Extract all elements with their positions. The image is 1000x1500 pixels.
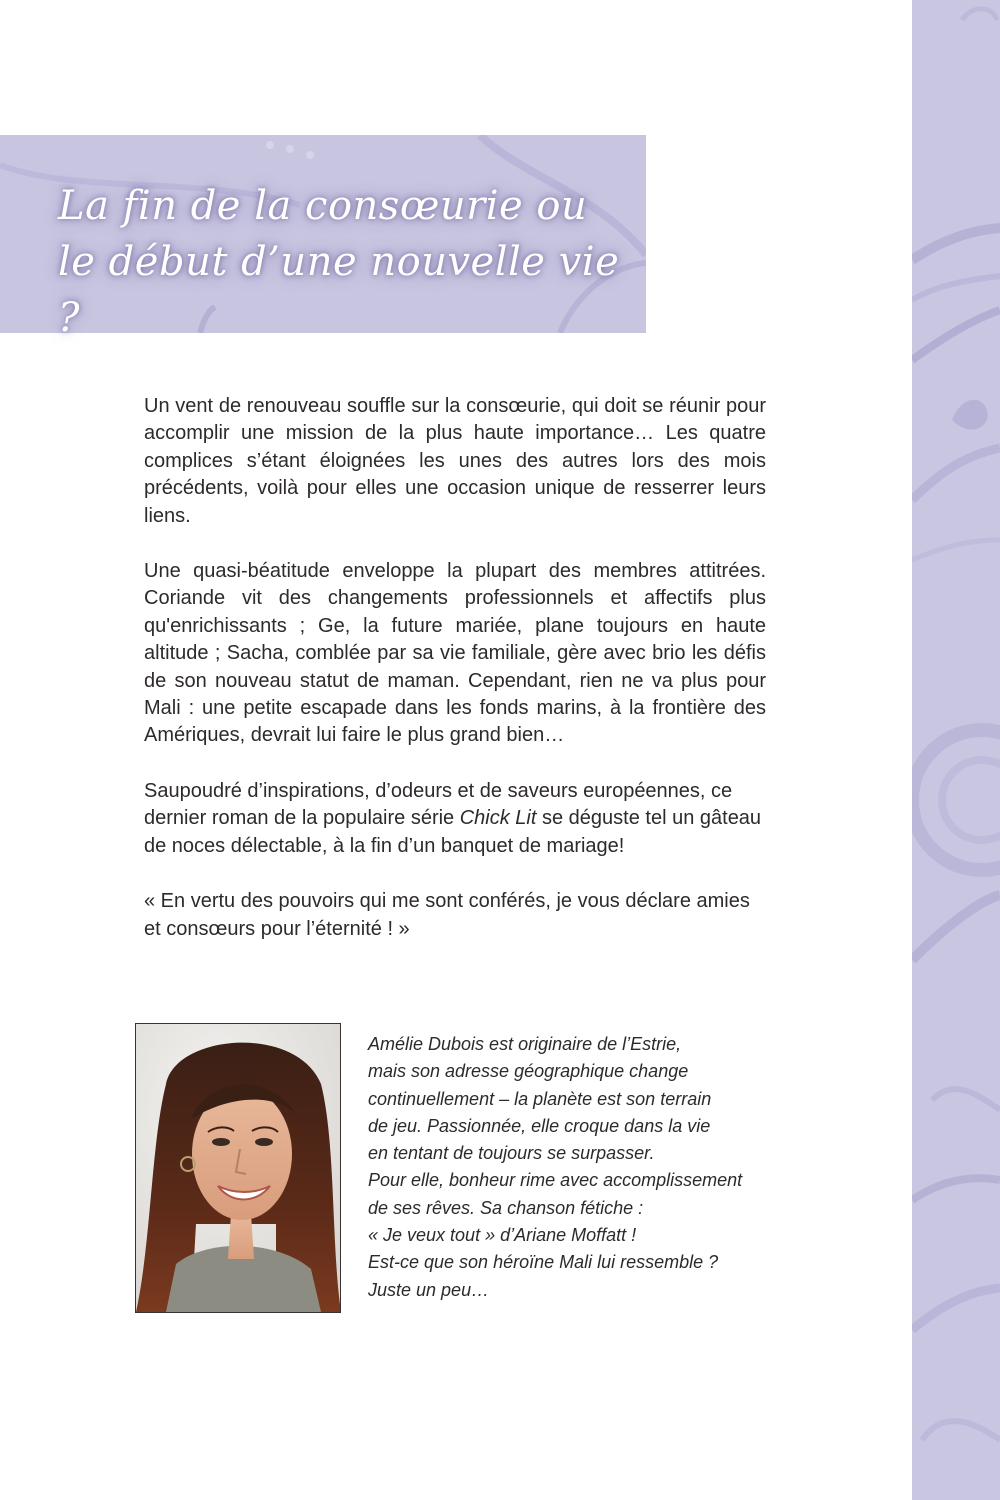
bio-line: Est-ce que son héroïne Mali lui ressemble ? [368,1252,719,1273]
bio-line: mais son adresse géographique change [368,1061,689,1082]
paragraph-text: « En vertu des pouvoirs qui me sont conférés, je vous déclare amies et consœurs pour l’éternité ! » [144,890,750,940]
paragraph-text: Un vent de renouveau souffle sur la consœurie, qui doit se réunir pour accomplir une mission de la plus haute importance… Les quatre complices s’étant éloignées les unes des autres lors des mois précédents, voilà pour elles une occasion unique de resserrer leurs liens. [144,395,766,527]
bio-line: de ses rêves. Sa chanson fétiche : [368,1197,644,1218]
bio-line: en tentant de toujours se surpasser. [368,1143,655,1164]
floral-ornament [912,0,1000,1500]
bio-line: Pour elle, bonheur rime avec accomplissement [368,1170,743,1191]
title-line-2: le début d’une nouvelle vie ? [58,239,620,341]
blurb-text [144,393,766,943]
portrait-image [136,1024,340,1312]
paragraph-text: Une quasi-béatitude enveloppe la plupart des membres attitrées. Coriande vit des changements professionnels et affectifs plus qu'enrichissants ; Ge, la future mariée, plane toujours en haute altitude ; Sacha, comblée par sa vie familiale, gère avec brio les défis de son nouveau statut de maman. Cependant, rien ne va plus pour Mali : une petite escapade dans les fonds marins, à la frontière des Amériques, devrait lui faire le plus grand bien… [144,560,766,747]
blurb-paragraph-4 [144,888,766,943]
author-bio [368,1031,788,1304]
bio-line: Juste un peu… [368,1279,490,1300]
author-photo [135,1023,341,1313]
paragraph-text: Saupoudré d’inspirations, d’odeurs et de saveurs européennes, ce dernier roman de la populaire série [144,779,733,830]
series-title: Chick Lit [459,807,537,830]
bio-line: « Je veux tout » d’Ariane Moffatt ! [368,1225,637,1246]
page-title [58,178,638,346]
blurb-paragraph-1 [144,393,766,530]
bio-line: Amélie Dubois est originaire de l’Estrie, [368,1034,682,1054]
bio-line: continuellement – la planète est son terrain [368,1088,712,1109]
blurb-paragraph-3 [144,778,766,860]
bio-line: de jeu. Passionnée, elle croque dans la vie [368,1115,711,1136]
side-decorative-strip [912,0,1000,1500]
blurb-paragraph-2 [144,558,766,750]
paragraph-text: se déguste tel un gâteau de noces délectable, à la fin d’un banquet de mariage! [144,807,762,857]
title-line-1: La fin de la consœurie ou [58,183,588,229]
